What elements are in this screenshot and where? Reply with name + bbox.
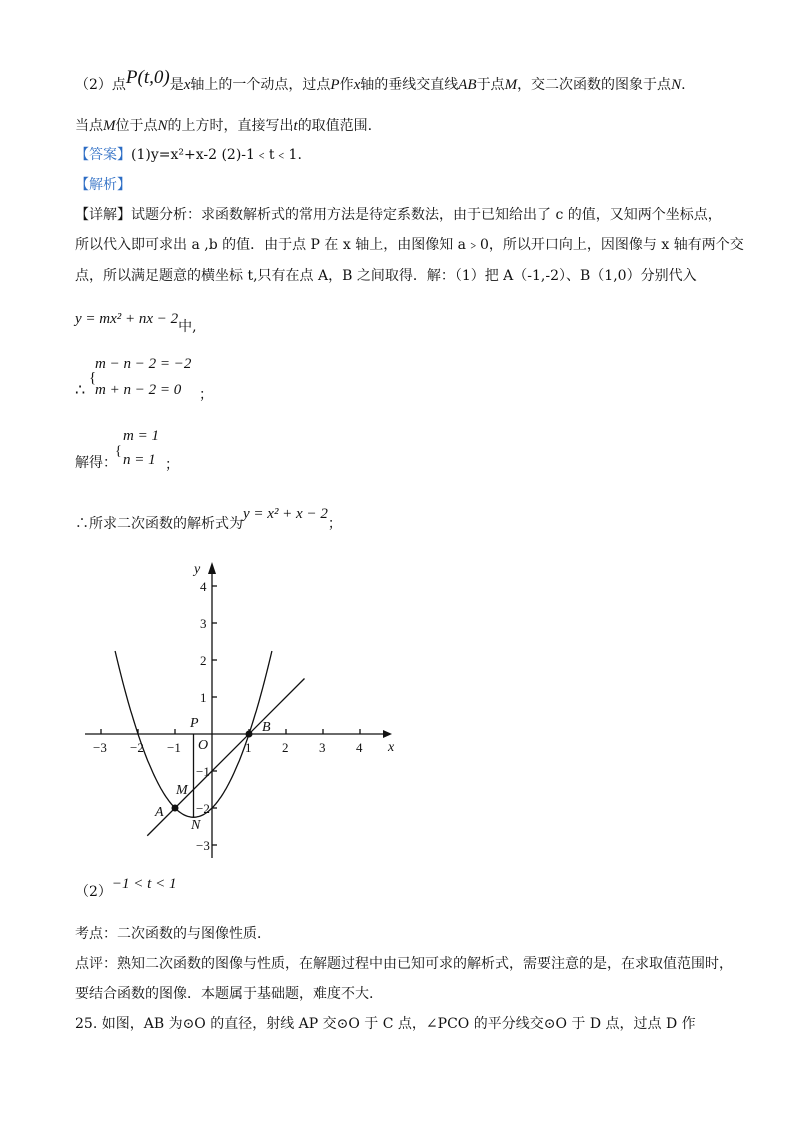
system-2-row-2: n = 1 (123, 452, 156, 468)
detail-text: 点，所以满足题意的横坐标 t,只有在点 A，B 之间取得．解：（1）把 A（-1,-2）、B（1,0）分别代入 (75, 268, 697, 284)
dianping-text: 要结合函数的图像．本题属于基础题，难度不大. (75, 986, 374, 1002)
y-tick-label: 4 (200, 579, 207, 594)
detail-line-1 (75, 205, 722, 225)
dianping-line-2 (75, 984, 373, 1004)
brace: { (115, 444, 122, 459)
result-prefix: ∴所求二次函数的解析式为 (75, 516, 243, 532)
x-tick-label: −1 (167, 740, 181, 755)
part2-answer-formula: −1 < t < 1 (111, 876, 177, 892)
var-m: M (103, 118, 116, 134)
analysis-label: 【解析】 (75, 177, 131, 193)
system-2-row-1: m = 1 (123, 428, 159, 444)
answer-tag: 【答案】 (75, 147, 131, 163)
kaodian-line (75, 924, 271, 944)
label-n: N (191, 818, 201, 833)
detail-line-2 (75, 235, 744, 255)
text: 轴上的一个动点，过点 (190, 77, 331, 93)
detail-text: 试题分析：求函数解析式的常用方法是待定系数法，由于已知给出了 c 的值，又知两个坐标点， (131, 207, 722, 223)
x-tick-label: 2 (282, 740, 289, 755)
part2-answer (75, 874, 177, 900)
answer-line (75, 145, 302, 165)
text: 作 (339, 77, 354, 93)
part2-answer-label: （2） (75, 884, 112, 900)
label-p: P (190, 716, 199, 731)
x-tick-label: 1 (245, 740, 252, 755)
brace: { (89, 370, 97, 386)
equation-1-formula: y = mx² + nx − 2 (75, 311, 179, 327)
equation-1 (75, 308, 197, 335)
y-tick-label: −2 (196, 801, 210, 816)
var-p: P (330, 77, 340, 93)
dianping-line-1 (75, 954, 733, 974)
x-axis-label: x (388, 740, 395, 755)
analysis-tag (75, 175, 131, 195)
system-1-row-1: m − n − 2 = −2 (95, 356, 192, 372)
answer-content: (1)y=x²+x-2 (2)-1﹤t﹤1. (131, 147, 302, 163)
y-tick-label: −1 (196, 764, 210, 779)
x-tick-label: 4 (356, 740, 363, 755)
y-axis-label: y (194, 562, 201, 577)
text: 位于点 (115, 118, 158, 134)
text: 是 (169, 77, 184, 93)
text: ，交二次函数的图象于点 (517, 77, 672, 93)
var-x: x (353, 77, 361, 93)
y-axis-arrow (208, 562, 216, 574)
y-tick-label: 2 (200, 653, 207, 668)
text: 于点 (476, 77, 505, 93)
part2-statement (75, 67, 686, 95)
point-a (172, 805, 179, 812)
x-tick-label: −2 (130, 740, 144, 755)
system-1-row-2: m + n − 2 = 0 (95, 382, 182, 398)
label-a: A (155, 805, 164, 820)
result-line (75, 506, 342, 532)
text: 轴的垂线交直线 (360, 77, 459, 93)
x-tick-label: −3 (93, 740, 107, 755)
equation-1-suffix: 中, (178, 319, 197, 335)
y-tick-label: 1 (200, 690, 207, 705)
var-n: N (671, 77, 682, 93)
text: 的取值范围. (297, 118, 373, 134)
system-2-prefix: 解得： (75, 455, 117, 471)
question-25 (75, 1014, 696, 1034)
result-suffix: ； (327, 516, 342, 532)
part2-condition (75, 116, 372, 136)
var-t: t (293, 118, 298, 134)
therefore-symbol: ∴ (75, 382, 86, 399)
dianping-text: 点评：熟知二次函数的图像与性质，在解题过程中由已知可求的解析式，需要注意的是，在求取值范围时， (75, 956, 733, 972)
kaodian-text: 考点：二次函数的与图像性质． (75, 926, 271, 942)
var-x: x (183, 77, 191, 93)
text: 当点 (75, 118, 103, 134)
detail-text: 所以代入即可求出 a ,b 的值．由于点 P 在 x 轴上，由图像知 a﹥0，所以开口向上，因图像与 x 轴有两个交 (75, 237, 744, 253)
detail-tag: 【详解】 (75, 207, 131, 223)
var-n: N (157, 118, 168, 134)
point-p: P(t,0) (125, 67, 170, 88)
line-ab (147, 679, 304, 836)
label-b: B (262, 720, 271, 735)
detail-line-3 (75, 266, 697, 286)
y-tick-label: 3 (200, 616, 207, 631)
y-tick-label: −3 (196, 838, 210, 853)
label-m: M (176, 783, 188, 798)
system-1-suffix: ； (199, 387, 213, 403)
text: 的上方时，直接写出 (167, 118, 294, 134)
question-25-text: 25. 如图，AB 为⊙O 的直径，射线 AP 交⊙O 于 C 点，∠PCO 的平分线交⊙O 于 D 点，过点 D 作 (75, 1016, 696, 1032)
parabola-curve (115, 651, 272, 817)
text: . (681, 77, 686, 93)
result-formula: y = x² + x − 2 (243, 506, 328, 522)
x-axis-arrow (383, 730, 392, 738)
x-tick-label: 3 (319, 740, 326, 755)
origin-label: O (198, 738, 209, 753)
system-2-suffix: ； (165, 457, 179, 473)
var-ab: AB (458, 77, 477, 93)
point-b (246, 731, 253, 738)
var-m: M (504, 77, 518, 93)
part2-label: （2）点 (75, 77, 126, 93)
